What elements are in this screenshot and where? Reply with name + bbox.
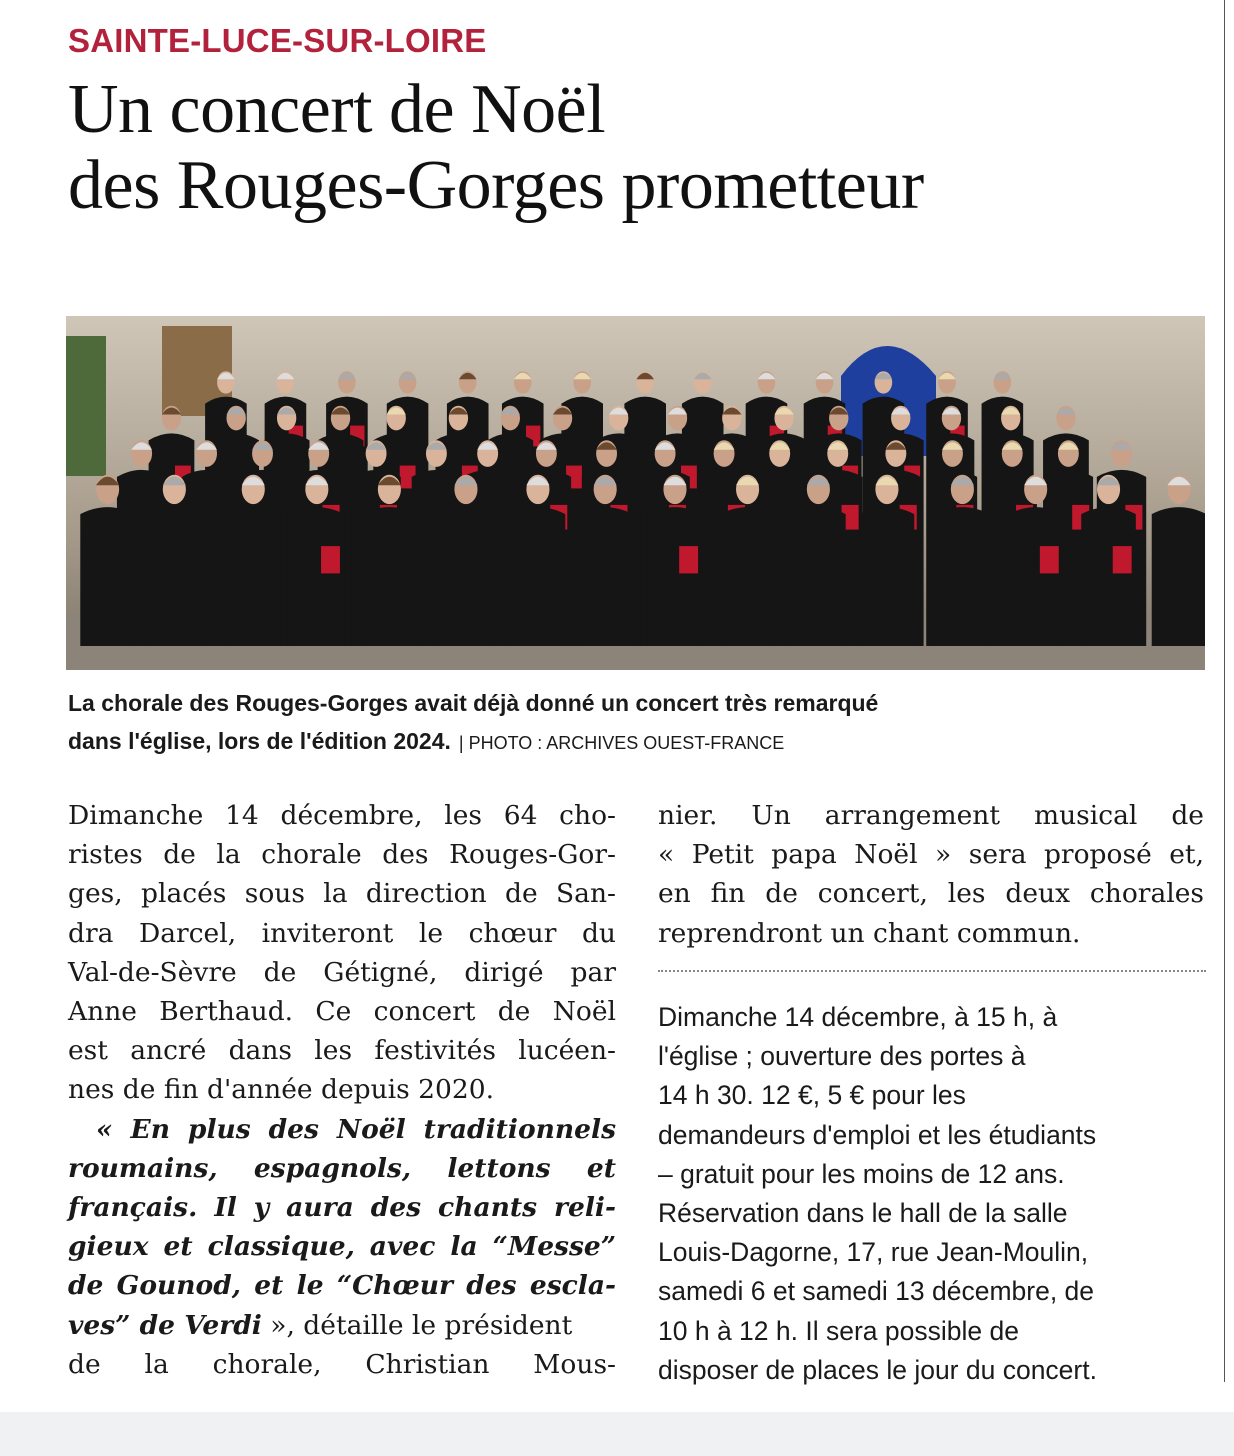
info-line: demandeurs d'emploi et les étudiants	[658, 1119, 1097, 1150]
quote-end: ves” de Verdi	[68, 1309, 262, 1341]
photo-caption	[68, 684, 878, 762]
red-folder	[679, 546, 698, 573]
dotted-divider	[658, 970, 1206, 972]
plant	[66, 336, 106, 476]
info-line: l'église ; ouverture des portes à	[658, 1041, 1026, 1072]
body-line: reprendront un chant commun.	[658, 917, 1081, 949]
footer-band	[0, 1412, 1234, 1456]
body-line: dra Darcel, inviteront le chœur du	[68, 917, 616, 949]
quote-line: gieux et classique, avec la “Messe”	[68, 1231, 616, 1263]
article-body-right	[658, 796, 1204, 953]
body-line: ristes de la chorale des Rouges-Gor-	[68, 839, 616, 871]
column-rule	[1224, 0, 1225, 1382]
body-line: « Petit papa Noël » sera proposé et,	[658, 839, 1204, 871]
body-line: ges, placés sous la direction de San-	[68, 878, 616, 910]
caption-line-2	[68, 722, 878, 762]
red-folder	[1113, 546, 1132, 573]
info-line: Réservation dans le hall de la salle	[658, 1198, 1068, 1229]
red-folder	[1040, 546, 1059, 573]
quote-line: de Gounod, et le “Chœur des escla-	[68, 1270, 616, 1302]
body-line: de la chorale, Christian Mous-	[68, 1348, 616, 1380]
body-line	[68, 1306, 616, 1345]
body-line: est ancré dans les festivités lucéen-	[68, 1035, 616, 1067]
choir-photo	[66, 316, 1205, 670]
quote-line: roumains, espagnols, lettons et	[68, 1152, 616, 1184]
info-line: 10 h à 12 h. Il sera possible de	[658, 1315, 1019, 1346]
caption-line: La chorale des Rouges-Gorges avait déjà donné un concert très remarqué	[68, 690, 879, 716]
quote-line: « En plus des Noël traditionnels	[96, 1113, 616, 1145]
photo-credit: | PHOTO : ARCHIVES OUEST-FRANCE	[458, 733, 785, 753]
info-line: Dimanche 14 décembre, à 15 h, à	[658, 1002, 1058, 1032]
quote-line: français. Il y aura des chants reli-	[68, 1192, 616, 1224]
info-line: disposer de places le jour du concert.	[658, 1354, 1097, 1385]
body-line: en fin de concert, les deux chorales	[658, 878, 1204, 910]
headline-line: Un concert de Noël	[68, 71, 606, 148]
info-line: – gratuit pour les moins de 12 ans.	[658, 1158, 1065, 1189]
red-folder	[321, 546, 340, 573]
info-line: samedi 6 et samedi 13 décembre, de	[658, 1276, 1095, 1307]
attribution: », détaille le président	[261, 1309, 573, 1341]
body-line: nes de fin d'année depuis 2020.	[68, 1074, 495, 1106]
caption-text: dans l'église, lors de l'édition 2024.	[68, 728, 451, 754]
info-line: Louis-Dagorne, 17, rue Jean-Moulin,	[658, 1237, 1089, 1268]
article-body-left	[68, 796, 616, 1384]
choir-photo-image	[66, 316, 1205, 670]
body-line: Val-de-Sèvre de Gétigné, dirigé par	[68, 956, 616, 988]
section-kicker: SAINTE-LUCE-SUR-LOIRE	[68, 22, 487, 59]
headline-line: des Rouges-Gorges prometteur	[68, 147, 924, 224]
headline	[68, 72, 924, 224]
body-line: Anne Berthaud. Ce concert de Noël	[68, 996, 616, 1028]
info-line: 14 h 30. 12 €, 5 € pour les	[658, 1080, 966, 1111]
body-line: nier. Un arrangement musical de	[658, 800, 1204, 831]
body-line: Dimanche 14 décembre, les 64 cho-	[68, 800, 616, 831]
practical-info	[658, 998, 1097, 1390]
